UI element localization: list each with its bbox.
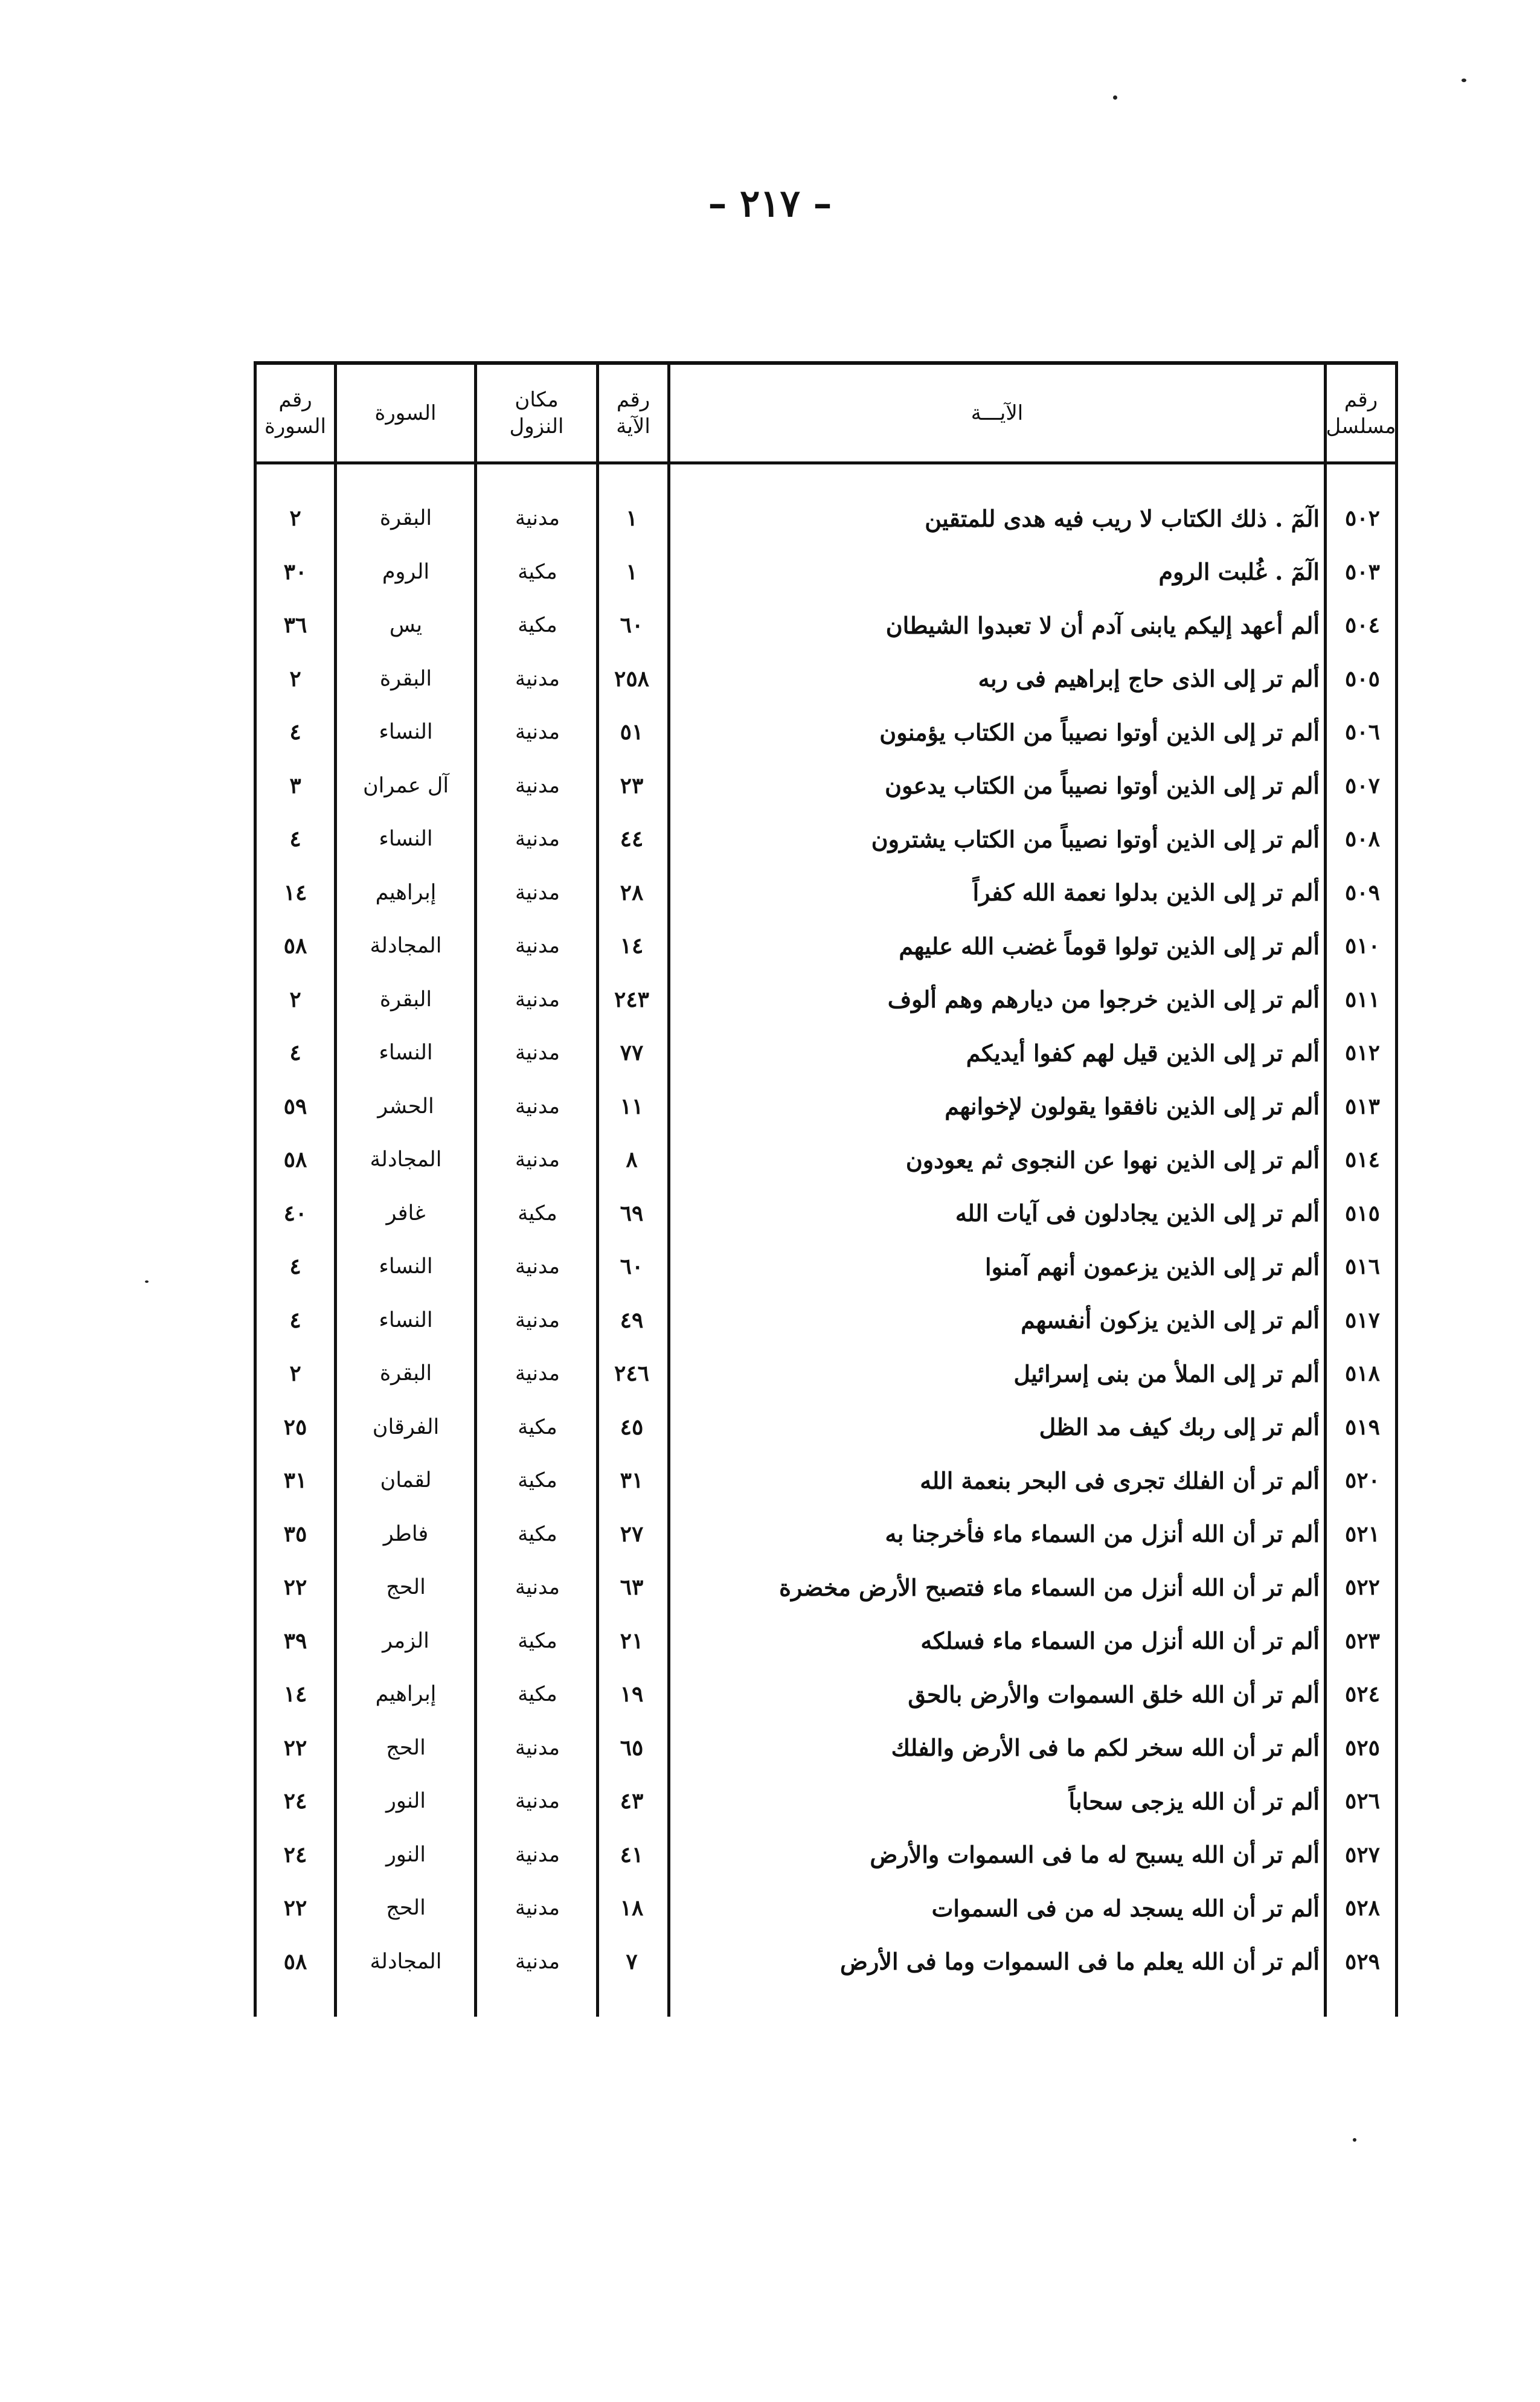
revelation-place-cell: مكية [518, 1201, 557, 1225]
header-surah-number: رقم السورة [265, 387, 326, 438]
surah-name-cell: الحج [386, 1896, 426, 1921]
ayah-number-cell: ٦٠ [620, 1254, 644, 1280]
table-body [254, 492, 1398, 1988]
table-row [254, 705, 1398, 759]
revelation-place-cell: مدنية [515, 773, 560, 798]
header-serial: رقم مسلسل [1326, 387, 1396, 438]
surah-name-cell: الروم [382, 559, 430, 584]
revelation-place-cell: مدنية [515, 1842, 560, 1867]
surah-name-cell: البقرة [379, 1361, 432, 1386]
serial-number-cell: ٥٠٦ [1345, 719, 1381, 745]
surah-number-cell: ٥٨ [283, 1948, 307, 1974]
verse-cell: ألم تر إلى الذين تولوا قوماً غضب الله عليهم [899, 932, 1320, 960]
verse-cell: ألم تر إلى الذين نهوا عن النجوى ثم يعودون [905, 1146, 1320, 1174]
verse-cell: ألم تر إلى الذين بدلوا نعمة الله كفراً [972, 879, 1320, 907]
surah-name-cell: يس [389, 613, 423, 638]
ayah-number-cell: ١ [626, 506, 638, 531]
verse-cell: ألم تر إلى الذين نافقوا يقولون لإخوانهم [945, 1093, 1320, 1120]
ayah-number-cell: ٦٠ [620, 612, 644, 638]
surah-number-cell: ١٤ [283, 879, 307, 905]
verse-cell: الٓمٓ . غُلبت الروم [1158, 558, 1320, 586]
table-row [254, 1347, 1398, 1401]
surah-name-cell: البقرة [379, 666, 432, 691]
surah-number-cell: ٢٥ [283, 1414, 307, 1440]
verse-cell: الٓمٓ . ذلك الكتاب لا ريب فيه هدى للمتقين [925, 504, 1320, 532]
ayah-number-cell: ٤٩ [620, 1307, 644, 1333]
ayah-number-cell: ٧ [626, 1948, 638, 1974]
verse-cell: ألم تر إلى الذين أوتوا نصيباً من الكتاب يؤمنون [879, 718, 1320, 746]
revelation-place-cell: مدنية [515, 934, 560, 959]
ayah-number-cell: ٢١ [620, 1628, 644, 1654]
table-row [254, 1721, 1398, 1775]
verse-cell: ألم تر أن الله يسبح له ما فى السموات والأرض [870, 1841, 1320, 1869]
ayah-number-cell: ١٨ [620, 1895, 644, 1921]
serial-number-cell: ٥١٦ [1345, 1254, 1381, 1280]
verse-cell: ألم تر إلى الذين أوتوا نصيباً من الكتاب يدعون [885, 772, 1320, 800]
revelation-place-cell: مكية [518, 559, 557, 584]
surah-name-cell: الزمر [382, 1628, 429, 1653]
revelation-place-cell: مكية [518, 1521, 557, 1546]
surah-number-cell: ٢٢ [283, 1895, 307, 1921]
serial-number-cell: ٥٢٤ [1345, 1681, 1381, 1707]
surah-number-cell: ٣ [289, 772, 301, 798]
revelation-place-cell: مدنية [515, 1949, 560, 1974]
surah-number-cell: ٢٤ [283, 1788, 307, 1814]
surah-name-cell: النساء [379, 1041, 433, 1065]
ayah-number-cell: ٦٥ [620, 1735, 644, 1761]
ayah-number-cell: ٢٨ [620, 879, 644, 905]
surah-number-cell: ٢ [289, 986, 301, 1012]
revelation-place-cell: مدنية [515, 1308, 560, 1332]
ayah-number-cell: ١ [626, 559, 638, 585]
verse-cell: ألم تر أن الله يسجد له من فى السموات [931, 1894, 1320, 1922]
serial-number-cell: ٥٠٥ [1345, 666, 1381, 692]
revelation-place-cell: مدنية [515, 720, 560, 745]
surah-number-cell: ٢٢ [283, 1735, 307, 1761]
scan-speck [1113, 95, 1117, 100]
verse-cell: ألم تر أن الفلك تجرى فى البحر بنعمة الله [920, 1466, 1320, 1494]
revelation-place-cell: مدنية [515, 1789, 560, 1814]
serial-number-cell: ٥٢١ [1345, 1521, 1381, 1547]
table-row [254, 492, 1398, 545]
surah-name-cell: الحج [386, 1575, 426, 1600]
ayah-number-cell: ٢٤٣ [614, 986, 650, 1012]
surah-name-cell: النساء [379, 720, 433, 745]
ayah-number-cell: ٢٧ [620, 1521, 644, 1547]
surah-number-cell: ٥٩ [283, 1093, 307, 1119]
verse-cell: ألم تر إلى الذين قيل لهم كفوا أيديكم [966, 1039, 1320, 1067]
header-revelation-place: مكان النزول [509, 387, 564, 438]
ayah-number-cell: ٣١ [620, 1468, 644, 1494]
surah-name-cell: المجادلة [370, 1949, 442, 1974]
verse-cell: ألم تر أن الله أنزل من السماء ماء فسلكه [920, 1627, 1320, 1655]
serial-number-cell: ٥٢٩ [1345, 1948, 1381, 1974]
serial-number-cell: ٥٠٨ [1345, 826, 1381, 852]
ayah-number-cell: ٤٣ [620, 1788, 644, 1814]
surah-name-cell: النساء [379, 827, 433, 852]
verse-cell: ألم أعهد إليكم يابنى آدم أن لا تعبدوا الشيطان [885, 611, 1320, 639]
scan-speck [1353, 2138, 1356, 2142]
ayah-number-cell: ٥١ [620, 719, 644, 745]
serial-number-cell: ٥٢٣ [1345, 1628, 1381, 1654]
table-row [254, 599, 1398, 652]
serial-number-cell: ٥١٧ [1345, 1307, 1381, 1333]
table-row [254, 1240, 1398, 1294]
verse-cell: ألم تر أن الله خلق السموات والأرض بالحق [908, 1680, 1320, 1708]
table-row [254, 1026, 1398, 1080]
serial-number-cell: ٥١٥ [1345, 1200, 1381, 1226]
surah-number-cell: ٢٢ [283, 1575, 307, 1601]
surah-name-cell: لقمان [380, 1468, 432, 1493]
serial-number-cell: ٥٠٩ [1345, 879, 1381, 905]
surah-number-cell: ٤ [289, 1254, 301, 1280]
surah-name-cell: النور [386, 1842, 426, 1867]
ayah-number-cell: ٧٧ [620, 1040, 644, 1066]
serial-number-cell: ٥٢٠ [1345, 1468, 1381, 1494]
surah-name-cell: البقرة [379, 506, 432, 531]
surah-number-cell: ١٤ [283, 1681, 307, 1707]
surah-number-cell: ٢٤ [283, 1842, 307, 1867]
header-verse: الآيـــة [971, 400, 1024, 425]
revelation-place-cell: مدنية [515, 1254, 560, 1279]
ayah-number-cell: ٢٥٨ [614, 666, 650, 692]
surah-name-cell: إبراهيم [375, 1682, 437, 1707]
table-row [254, 1935, 1398, 1989]
revelation-place-cell: مدنية [515, 880, 560, 905]
verse-cell: ألم تر إلى الذين يزعمون أنهم آمنوا [985, 1253, 1320, 1280]
surah-number-cell: ٢ [289, 506, 301, 531]
surah-number-cell: ٤٠ [283, 1200, 307, 1226]
revelation-place-cell: مكية [518, 1415, 557, 1439]
revelation-place-cell: مكية [518, 1468, 557, 1493]
revelation-place-cell: مكية [518, 1628, 557, 1653]
serial-number-cell: ٥٢٦ [1345, 1788, 1381, 1814]
verse-cell: ألم تر أن الله أنزل من السماء ماء فأخرجنا به [885, 1520, 1320, 1548]
surah-number-cell: ٣٥ [283, 1521, 307, 1547]
verse-cell: ألم تر إلى الذين أوتوا نصيباً من الكتاب يشترون [871, 825, 1320, 853]
table-row [254, 973, 1398, 1027]
page-number: – ٢١٧ – [708, 181, 832, 225]
ayah-number-cell: ١٤ [620, 933, 644, 959]
verse-cell: ألم تر أن الله أنزل من السماء ماء فتصبح الأرض مخضرة [779, 1573, 1320, 1601]
surah-name-cell: آل عمران [362, 773, 449, 798]
scan-speck [145, 1280, 149, 1283]
serial-number-cell: ٥٢٧ [1345, 1842, 1381, 1867]
revelation-place-cell: مكية [518, 1682, 557, 1707]
table-row [254, 1881, 1398, 1935]
serial-number-cell: ٥١٣ [1345, 1093, 1381, 1119]
table-row [254, 1294, 1398, 1347]
serial-number-cell: ٥١١ [1345, 986, 1381, 1012]
verse-cell: ألم تر إلى الذين يزكون أنفسهم [1021, 1306, 1320, 1334]
scan-speck [1461, 79, 1466, 82]
verse-cell: ألم تر إلى الذين يجادلون فى آيات الله [955, 1199, 1320, 1227]
ayah-number-cell: ٨ [626, 1147, 638, 1173]
table-row [254, 1401, 1398, 1454]
surah-number-cell: ٤ [289, 719, 301, 745]
serial-number-cell: ٥٠٤ [1345, 612, 1381, 638]
surah-number-cell: ٢ [289, 1361, 301, 1387]
serial-number-cell: ٥٠٢ [1345, 506, 1381, 531]
table-row [254, 1080, 1398, 1134]
table-header [254, 365, 1398, 464]
revelation-place-cell: مدنية [515, 1735, 560, 1760]
revelation-place-cell: مكية [518, 613, 557, 638]
verse-cell: ألم تر إلى الملأ من بنى إسرائيل [1013, 1360, 1320, 1387]
serial-number-cell: ٥١٢ [1345, 1040, 1381, 1066]
revelation-place-cell: مدنية [515, 1575, 560, 1600]
table-row [254, 759, 1398, 813]
table-row [254, 652, 1398, 706]
surah-name-cell: الحج [386, 1735, 426, 1760]
serial-number-cell: ٥٠٧ [1345, 772, 1381, 798]
surah-number-cell: ٤ [289, 826, 301, 852]
surah-number-cell: ٣١ [283, 1468, 307, 1494]
ayah-number-cell: ٤٤ [620, 826, 644, 852]
verse-index-table [254, 361, 1398, 2017]
surah-name-cell: البقرة [379, 987, 432, 1012]
surah-name-cell: النساء [379, 1308, 433, 1332]
serial-number-cell: ٥٢٥ [1345, 1735, 1381, 1761]
ayah-number-cell: ١١ [620, 1093, 644, 1119]
surah-number-cell: ٤ [289, 1307, 301, 1333]
table-row [254, 919, 1398, 973]
revelation-place-cell: مدنية [515, 1896, 560, 1921]
surah-number-cell: ٤ [289, 1040, 301, 1066]
serial-number-cell: ٥١٩ [1345, 1414, 1381, 1440]
surah-name-cell: النساء [379, 1254, 433, 1279]
revelation-place-cell: مدنية [515, 666, 560, 691]
table-row [254, 1454, 1398, 1508]
revelation-place-cell: مدنية [515, 987, 560, 1012]
revelation-place-cell: مدنية [515, 827, 560, 852]
ayah-number-cell: ٦٣ [620, 1575, 644, 1601]
surah-name-cell: المجادلة [370, 934, 442, 959]
serial-number-cell: ٥١٠ [1345, 933, 1381, 959]
header-ayah-number: رقم الآية [616, 387, 650, 438]
surah-number-cell: ٣٦ [283, 612, 307, 638]
surah-name-cell: النور [386, 1789, 426, 1814]
table-row [254, 1828, 1398, 1882]
revelation-place-cell: مدنية [515, 1094, 560, 1119]
revelation-place-cell: مدنية [515, 1148, 560, 1172]
table-row [254, 866, 1398, 920]
surah-name-cell: المجادلة [370, 1148, 442, 1172]
verse-cell: ألم تر إلى ربك كيف مد الظل [1039, 1413, 1320, 1441]
verse-cell: ألم تر أن الله يعلم ما فى السموات وما فى الأرض [840, 1948, 1320, 1976]
verse-cell: ألم تر إلى الذين خرجوا من ديارهم وهم ألوف [887, 986, 1320, 1013]
surah-name-cell: الفرقان [372, 1415, 440, 1439]
surah-name-cell: الحشر [377, 1094, 434, 1119]
ayah-number-cell: ٤١ [620, 1842, 644, 1867]
surah-name-cell: غافر [386, 1201, 426, 1225]
table-row [254, 1774, 1398, 1828]
table-row [254, 1561, 1398, 1614]
surah-name-cell: فاطر [383, 1521, 429, 1546]
table-row [254, 1614, 1398, 1668]
header-surah: السورة [374, 400, 437, 425]
serial-number-cell: ٥٠٣ [1345, 559, 1381, 585]
surah-number-cell: ٥٨ [283, 933, 307, 959]
serial-number-cell: ٥٢٨ [1345, 1895, 1381, 1921]
ayah-number-cell: ٢٤٦ [614, 1361, 650, 1387]
revelation-place-cell: مدنية [515, 1041, 560, 1065]
table-row [254, 1187, 1398, 1241]
serial-number-cell: ٥١٤ [1345, 1147, 1381, 1173]
verse-cell: ألم تر إلى الذى حاج إبراهيم فى ربه [978, 665, 1320, 693]
surah-number-cell: ٢ [289, 666, 301, 692]
surah-number-cell: ٥٨ [283, 1147, 307, 1173]
ayah-number-cell: ٢٣ [620, 772, 644, 798]
revelation-place-cell: مدنية [515, 1361, 560, 1386]
serial-number-cell: ٥٢٢ [1345, 1575, 1381, 1601]
ayah-number-cell: ٤٥ [620, 1414, 644, 1440]
surah-number-cell: ٣٠ [283, 559, 307, 585]
revelation-place-cell: مدنية [515, 506, 560, 531]
table-row [254, 812, 1398, 866]
ayah-number-cell: ٦٩ [620, 1200, 644, 1226]
table-row [254, 545, 1398, 599]
serial-number-cell: ٥١٨ [1345, 1361, 1381, 1387]
verse-cell: ألم تر أن الله سخر لكم ما فى الأرض والفلك [891, 1734, 1320, 1762]
table-row [254, 1508, 1398, 1561]
surah-number-cell: ٣٩ [283, 1628, 307, 1654]
verse-cell: ألم تر أن الله يزجى سحاباً [1068, 1787, 1320, 1815]
table-row [254, 1133, 1398, 1187]
ayah-number-cell: ١٩ [620, 1681, 644, 1707]
table-row [254, 1668, 1398, 1721]
surah-name-cell: إبراهيم [375, 880, 437, 905]
